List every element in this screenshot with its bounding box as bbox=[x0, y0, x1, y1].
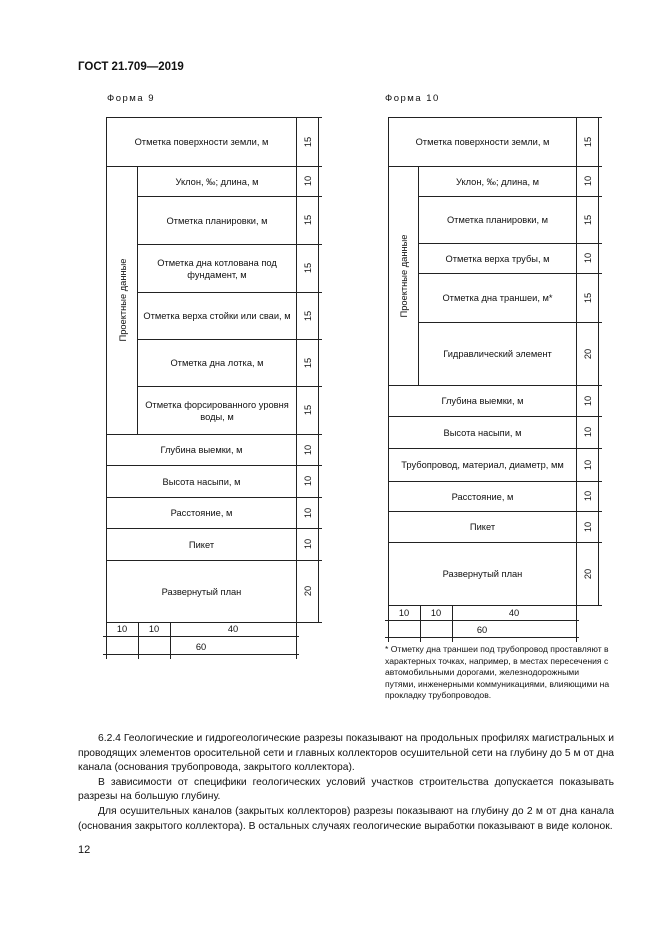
form10-row-size: 10 bbox=[583, 395, 593, 406]
form10-row-label: Отметка поверхности земли, м bbox=[388, 117, 577, 167]
form10-row-label: Развернутый план bbox=[388, 542, 577, 606]
form10-row-size: 10 bbox=[583, 521, 593, 532]
form9-row-size: 15 bbox=[303, 136, 313, 147]
form9-row-label: Высота насыпи, м bbox=[106, 465, 297, 498]
form10-row-label: Гидравлический элемент bbox=[418, 322, 577, 386]
paragraph-drainage: Для осушительных каналов (закрытых коллекторов) разрезы показывают на глубину до 2 м от дна канала (основания закрытого коллектора). В остальных случаях геологические выработки показывают в виде колонок. bbox=[78, 805, 614, 832]
form10-col-dim: 40 bbox=[508, 608, 520, 618]
form10-row-size: 15 bbox=[583, 292, 593, 303]
form9-row-size: 15 bbox=[303, 214, 313, 226]
form10-row-size: 10 bbox=[583, 459, 593, 470]
form10-row-size: 10 bbox=[583, 175, 593, 187]
form9-col-dim: 10 bbox=[116, 624, 128, 634]
form9-row-label: Развернутый план bbox=[106, 560, 297, 623]
form9-row-size: 10 bbox=[303, 444, 313, 455]
form10-row-size: 10 bbox=[583, 490, 593, 502]
form10-row-size: 20 bbox=[583, 348, 593, 359]
form9-row-size: 10 bbox=[303, 507, 313, 518]
form9-row-label: Отметка дна лотка, м bbox=[137, 339, 297, 387]
form9-row-size: 15 bbox=[303, 310, 313, 321]
document-header: ГОСТ 21.709—2019 bbox=[78, 61, 184, 73]
form9-row-label: Уклон, ‰; длина, м bbox=[137, 166, 297, 197]
form9-row-size: 15 bbox=[303, 262, 313, 274]
form10-footnote: * Отметку дна траншеи под трубопровод проставляют в характерных точках, например, в местах пересечения с автомобильными дорогами, железнодорожными путями, инженерными коммуникациями, влияющими на прокладку трубопроводов. bbox=[385, 644, 610, 701]
form10-group-label: Проектные данные bbox=[399, 234, 409, 317]
body-text bbox=[78, 732, 614, 834]
form10-row-label: Расстояние, м bbox=[388, 481, 577, 512]
form10-row-label: Глубина выемки, м bbox=[388, 385, 577, 417]
form9-row-label: Пикет bbox=[106, 528, 297, 561]
page-number: 12 bbox=[78, 844, 91, 856]
form10-dim-line-total bbox=[385, 637, 579, 638]
form9-row-label: Отметка планировки, м bbox=[137, 196, 297, 245]
form9-title: Форма 9 bbox=[107, 93, 156, 104]
form9-row-label: Отметка поверхности земли, м bbox=[106, 117, 297, 167]
form9-row-label: Отметка дна котлована под фундамент, м bbox=[137, 244, 297, 293]
form9-row-size: 15 bbox=[303, 357, 313, 368]
form9-row-size: 15 bbox=[303, 404, 313, 416]
form10-row-size: 10 bbox=[583, 252, 593, 264]
form9-dim-line-columns bbox=[103, 636, 299, 637]
form10-row-label: Высота насыпи, м bbox=[388, 416, 577, 449]
form9-row-label: Отметка верха стойки или сваи, м bbox=[137, 292, 297, 340]
form10-row-label: Трубопровод, материал, диаметр, мм bbox=[388, 448, 577, 482]
form10-col-dim: 10 bbox=[430, 608, 442, 618]
form10-row-label: Отметка планировки, м bbox=[418, 196, 577, 244]
form10-title: Форма 10 bbox=[385, 93, 440, 104]
form9-row-label: Расстояние, м bbox=[106, 497, 297, 529]
form9-row-size: 10 bbox=[303, 538, 313, 550]
form9-row-label: Отметка форсированного уровня воды, м bbox=[137, 386, 297, 435]
form9-total-dim: 60 bbox=[195, 642, 207, 652]
paragraph-depth: В зависимости от специфики геологических условий участков строительства допускается показывать разрезы на большую глубину. bbox=[78, 776, 614, 803]
form9-group-label: Проектные данные bbox=[117, 258, 128, 342]
paragraph-6-2-4: 6.2.4 Геологические и гидрогеологические разрезы показывают на продольных профилях магистральных и проводящих элементов оросительной сети и главных коллекторов осушительной сети на глубину до 5 м от дна канала (основания трубопровода, закрытого коллектора). bbox=[78, 733, 614, 774]
form10-row-label: Отметка верха трубы, м bbox=[418, 243, 577, 274]
form10-row-label: Уклон, ‰; длина, м bbox=[418, 166, 577, 197]
form9-col-dim: 10 bbox=[148, 624, 160, 634]
form10-row-size: 15 bbox=[583, 136, 593, 147]
form10-dim-line-vertical bbox=[598, 117, 599, 605]
form10-row-size: 15 bbox=[583, 214, 593, 225]
form9-dim-line-vertical bbox=[318, 117, 319, 622]
form9-row-size: 10 bbox=[303, 475, 313, 487]
form10-row-size: 20 bbox=[583, 568, 593, 579]
form9-row-size: 20 bbox=[303, 585, 313, 597]
form10-dim-tick bbox=[595, 605, 602, 606]
form9-col-dim: 40 bbox=[227, 624, 239, 634]
form10-row-label: Пикет bbox=[388, 511, 577, 543]
form10-row-label: Отметка дна траншеи, м* bbox=[418, 273, 577, 323]
form10-total-dim: 60 bbox=[476, 625, 488, 635]
form9-row-size: 10 bbox=[303, 175, 313, 187]
form9-dim-tick bbox=[315, 622, 322, 623]
form10-dim-line-columns bbox=[385, 620, 579, 621]
form10-col-dim: 10 bbox=[398, 608, 410, 618]
form9-dim-line-total bbox=[103, 654, 299, 655]
form9-row-label: Глубина выемки, м bbox=[106, 434, 297, 466]
form10-row-size: 10 bbox=[583, 426, 593, 438]
